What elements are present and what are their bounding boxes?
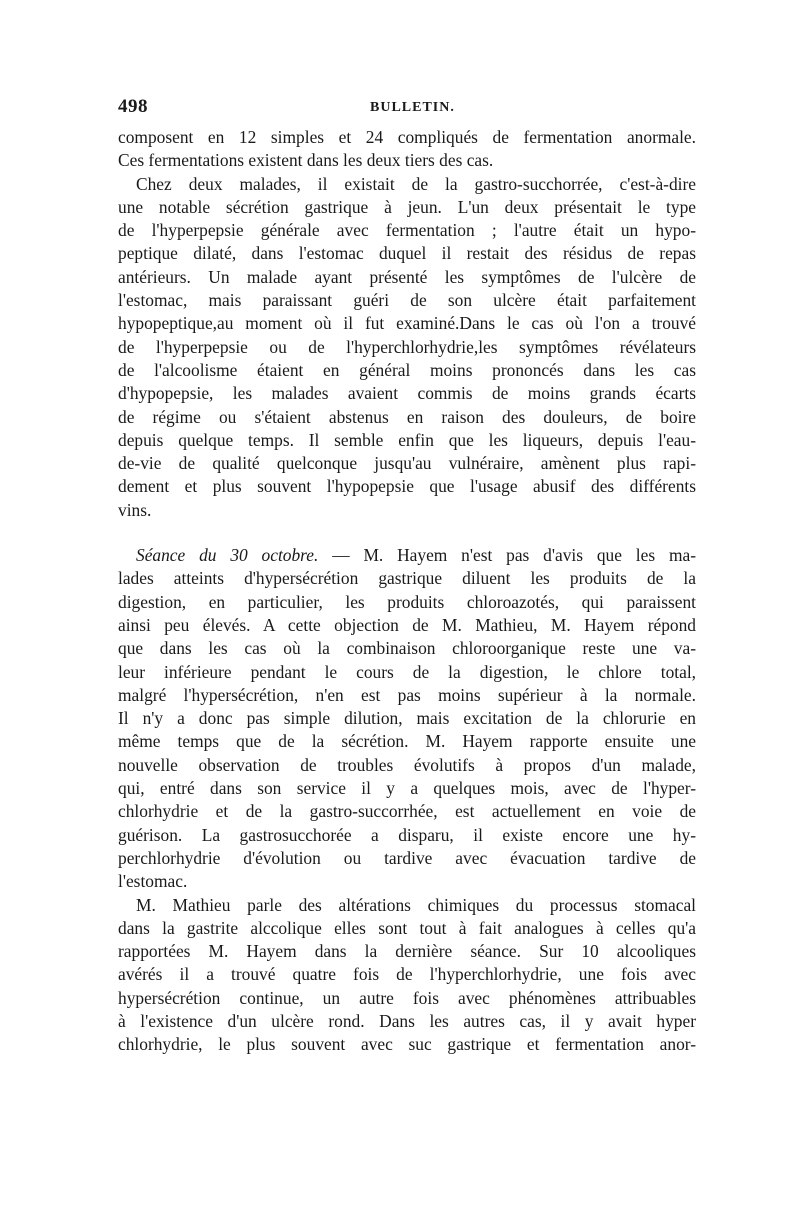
paragraph-mathieu-gastrite — [118, 894, 696, 1057]
text-line: même temps que de la sécrétion. M. Hayem rapporte ensuite une — [118, 731, 696, 752]
text-line: Chez deux malades, il existait de la gastro-succhorrée, c'est-à-dire — [136, 173, 696, 194]
text-line: peptique dilaté, dans l'estomac duquel il restait des résidus de repas — [118, 243, 696, 264]
text-line: l'estomac. — [118, 871, 188, 892]
text-line: vins. — [118, 499, 152, 520]
text-line: chlorhydrie et de la gastro-succorrhée, est actuellement en voie de — [118, 801, 696, 822]
document-page — [118, 96, 696, 1057]
text-line: de l'hyperpepsie générale avec fermentation ; l'autre était un hypo- — [118, 220, 696, 241]
running-header — [118, 96, 696, 126]
text-line: que dans les cas où la combinaison chloroorganique reste une va- — [118, 638, 696, 659]
page-number: 498 — [118, 96, 148, 117]
paragraph-continuation — [118, 126, 696, 173]
text-line: antérieurs. Un malade ayant présenté les symptômes de l'ulcère de — [118, 266, 696, 287]
text-line: de l'hyperpepsie ou de l'hyperchlorhydrie,les symptômes révélateurs — [118, 336, 696, 357]
text-line: hypersécrétion continue, un autre fois avec phénomènes attribuables — [118, 987, 696, 1008]
seance-heading: Séance du 30 octobre. — [136, 545, 319, 566]
text-line: M. Mathieu parle des altérations chimiques du processus stomacal — [136, 894, 696, 915]
text-line: dement et plus souvent l'hypopepsie que l'usage abusif des différents — [118, 476, 696, 497]
text-line: à l'existence d'un ulcère rond. Dans les autres cas, il y avait hyper — [118, 1010, 696, 1031]
text-line: depuis quelque temps. Il semble enfin que les liqueurs, depuis l'eau- — [118, 429, 696, 450]
text-line — [118, 544, 696, 567]
text-line: d'hypopepsie, les malades avaient commis de moins grands écarts — [118, 383, 696, 404]
text-line: l'estomac, mais paraissant guéri de son ulcère était parfaitement — [118, 290, 696, 311]
text-line: dans la gastrite alccolique elles sont tout à fait analogues à celles qu'a — [118, 917, 696, 938]
text-line: nouvelle observation de troubles évolutifs à propos d'un malade, — [118, 754, 696, 775]
text-line: de l'alcoolisme étaient en général moins prononcés dans les cas — [118, 359, 696, 380]
text-line: guérison. La gastrosucchorée a disparu, il existe encore une hy- — [118, 824, 696, 845]
running-title: BULLETIN. — [370, 100, 455, 115]
section-spacer — [118, 522, 696, 544]
text-line: digestion, en particulier, les produits chloroazotés, qui paraissent — [118, 591, 696, 612]
text-line: lades atteints d'hypersécrétion gastrique diluent les produits de la — [118, 568, 696, 589]
text-line: une notable sécrétion gastrique à jeun. L'un deux présentait le type — [118, 196, 696, 217]
text-line: de-vie de qualité quelconque jusqu'au vulnéraire, amènent plus rapi- — [118, 453, 696, 474]
text-line: rapportées M. Hayem dans la dernière séance. Sur 10 alcooliques — [118, 941, 696, 962]
text-line-rest: — M. Hayem n'est pas d'avis que les ma- — [318, 545, 696, 566]
text-line: Ces fermentations existent dans les deux tiers des cas. — [118, 150, 494, 171]
paragraph-alcoholism-observations — [118, 173, 696, 522]
text-line: leur inférieure pendant le cours de la digestion, le chlore total, — [118, 661, 696, 682]
text-line: qui, entré dans son service il y a quelques mois, avec de l'hyper- — [118, 778, 696, 799]
text-line: avérés il a trouvé quatre fois de l'hyperchlorhydrie, une fois avec — [118, 964, 696, 985]
text-line: de régime ou s'étaient abstenus en raison des douleurs, de boire — [118, 406, 696, 427]
text-line: malgré l'hypersécrétion, n'en est pas moins supérieur à la normale. — [118, 684, 696, 705]
text-line: chlorhydrie, le plus souvent avec suc gastrique et fermentation anor- — [118, 1034, 696, 1055]
text-line: Il n'y a donc pas simple dilution, mais excitation de la chlorurie en — [118, 708, 696, 729]
paragraph-seance-30-octobre — [118, 544, 696, 893]
text-line: composent en 12 simples et 24 compliqués de fermentation anormale. — [118, 127, 696, 147]
text-line: perchlorhydrie d'évolution ou tardive avec évacuation tardive de — [118, 847, 696, 868]
text-line: ainsi peu élevés. A cette objection de M. Mathieu, M. Hayem répond — [118, 614, 696, 635]
text-line: hypopeptique,au moment où il fut examiné.Dans le cas où l'on a trouvé — [118, 313, 696, 334]
